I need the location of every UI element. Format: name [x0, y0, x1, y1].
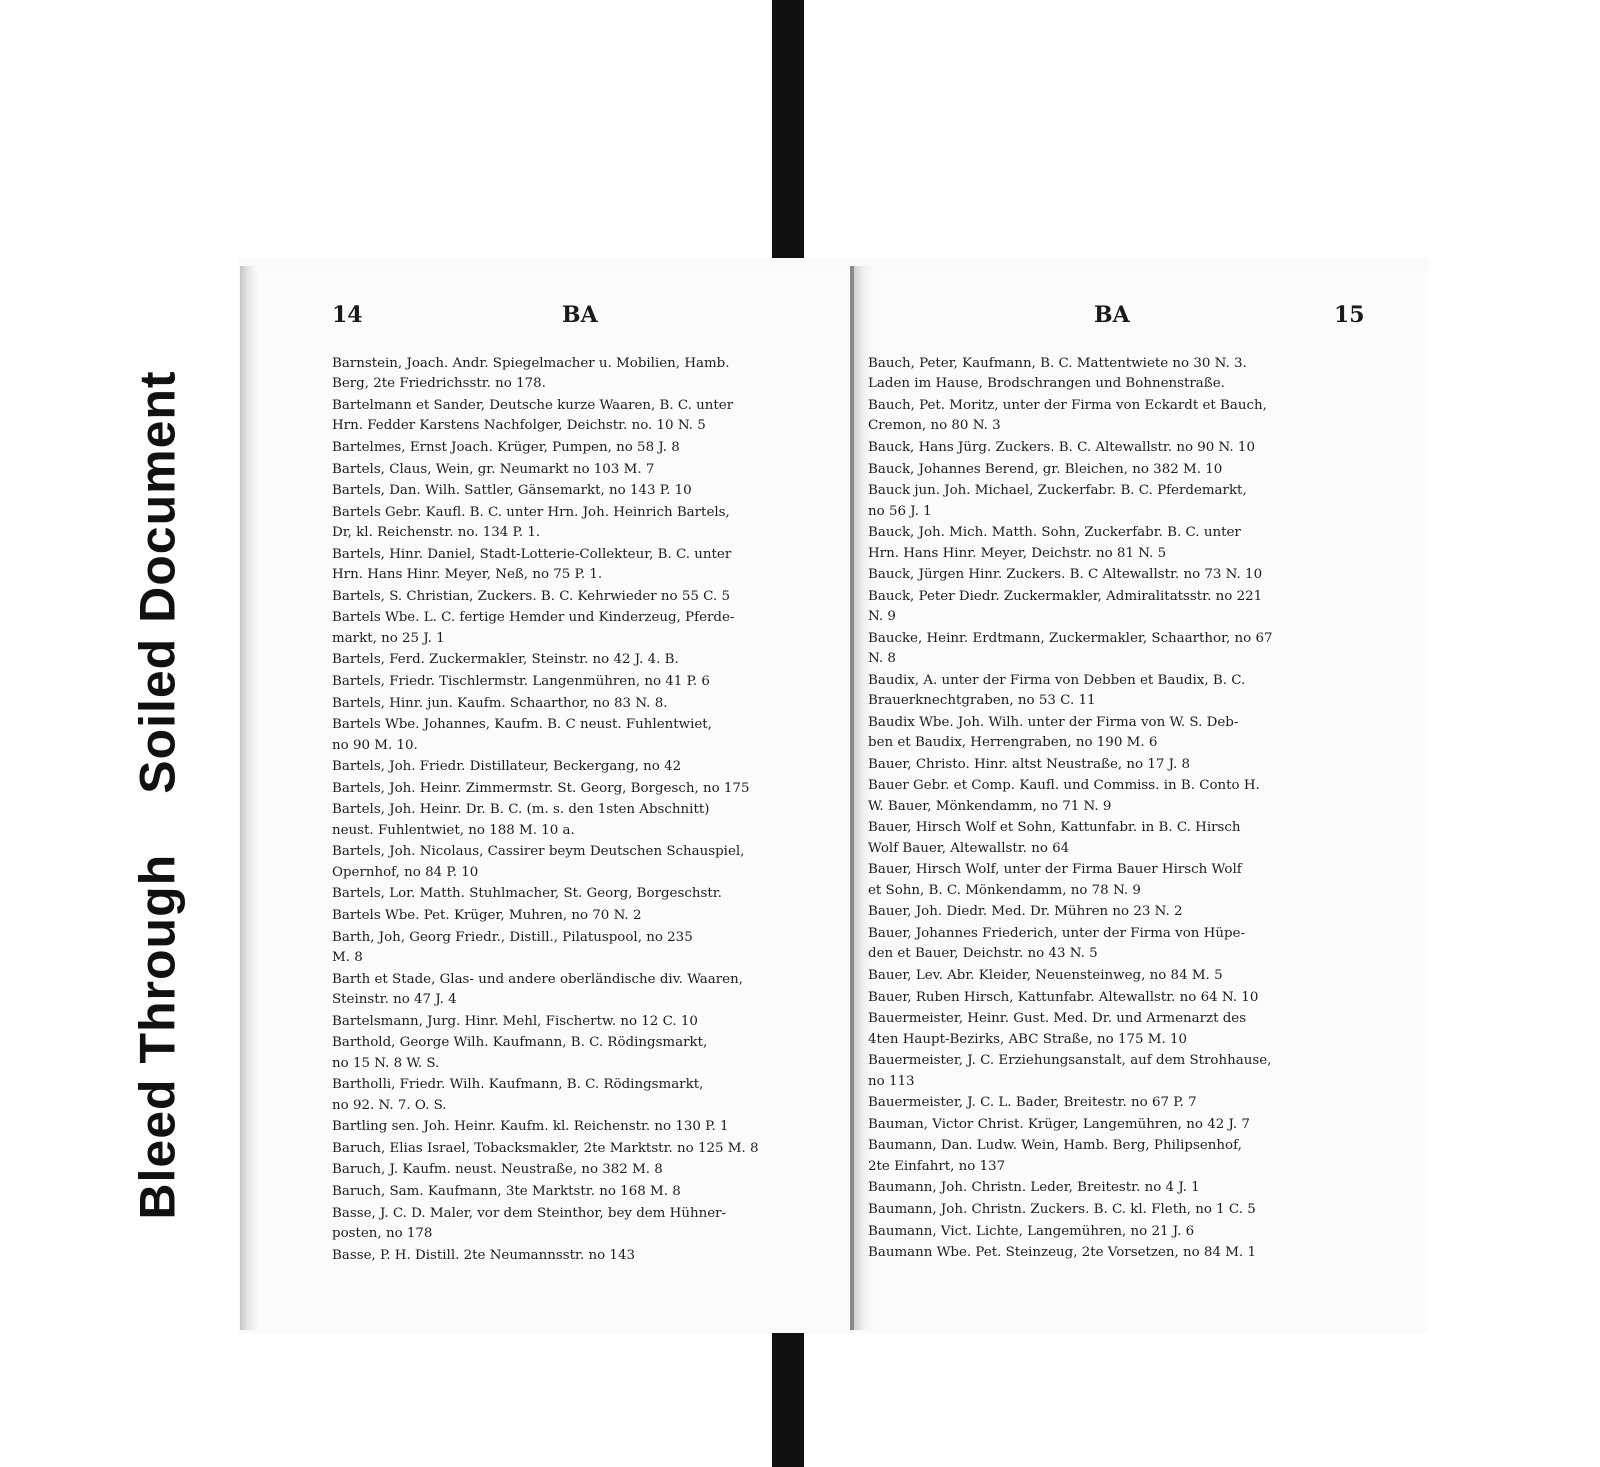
right-page-number: 15	[1334, 302, 1365, 328]
directory-entry: Barnstein, Joach. Andr. Spiegelmacher u. Mobilien, Hamb. Berg, 2te Friedrichsstr. no 178.	[332, 356, 730, 392]
directory-entry: Barthold, George Wilh. Kaufmann, B. C. Rödingsmarkt, no 15 N. 8 W. S.	[332, 1035, 708, 1071]
directory-entry: Bartling sen. Joh. Heinr. Kaufm. kl. Reichenstr. no 130 P. 1	[332, 1119, 729, 1135]
directory-entry: Bartelmann et Sander, Deutsche kurze Waaren, B. C. unter Hrn. Fedder Karstens Nachfolger, Deichstr. no. 10 N. 5	[332, 398, 734, 434]
directory-entry: Bartels Wbe. Pet. Krüger, Muhren, no 70 N. 2	[332, 907, 642, 923]
directory-entry: Bauer, Lev. Abr. Kleider, Neuensteinweg, no 84 M. 5	[868, 967, 1223, 983]
directory-entry: Baumann, Joh. Christn. Leder, Breitestr. no 4 J. 1	[868, 1180, 1200, 1196]
right-entry-list	[868, 354, 1378, 1264]
directory-entry: Baruch, Elias Israel, Tobacksmakler, 2te Marktstr. no 125 M. 8	[332, 1140, 759, 1156]
directory-entry: Basse, J. C. D. Maler, vor dem Steinthor, bey dem Hühner- posten, no 178	[332, 1205, 727, 1241]
directory-entry: Baumann, Dan. Ludw. Wein, Hamb. Berg, Philipsenhof, 2te Einfahrt, no 137	[868, 1138, 1242, 1174]
directory-entry: Bauch, Pet. Moritz, unter der Firma von Eckardt et Bauch, Cremon, no 80 N. 3	[868, 398, 1267, 434]
right-column-head: BA	[1094, 302, 1130, 328]
directory-entry: Baruch, J. Kaufm. neust. Neustraße, no 382 M. 8	[332, 1162, 663, 1178]
binding-strip-bottom	[772, 1330, 804, 1467]
directory-entry: Bauer Gebr. et Comp. Kaufl. und Commiss. in B. Conto H. W. Bauer, Mönkendamm, no 71 N. 9	[868, 778, 1260, 814]
right-page	[854, 266, 1426, 1330]
directory-entry: Basse, P. H. Distill. 2te Neumannsstr. no 143	[332, 1247, 635, 1263]
directory-entry: Bartels, Joh. Nicolaus, Cassirer beym Deutschen Schauspiel, Opernhof, no 84 P. 10	[332, 844, 745, 880]
document-label-text	[129, 370, 187, 1219]
directory-entry: Bauer, Christo. Hinr. altst Neustraße, no 17 J. 8	[868, 756, 1191, 772]
directory-entry: Bauer, Hirsch Wolf et Sohn, Kattunfabr. in B. C. Hirsch Wolf Bauer, Altewallstr. no 64	[868, 820, 1241, 856]
directory-entry: Bartels, Joh. Heinr. Dr. B. C. (m. s. den 1sten Abschnitt) neust. Fuhlentwiet, no 188 M. 10 a.	[332, 802, 710, 838]
directory-entry: Bartels Gebr. Kaufl. B. C. unter Hrn. Joh. Heinrich Bartels, Dr, kl. Reichenstr. no. 134 P. 1.	[332, 504, 730, 541]
directory-entry: Bartels Wbe. Johannes, Kaufm. B. C neust. Fuhlentwiet, no 90 M. 10.	[332, 717, 712, 753]
directory-entry: Bauck, Joh. Mich. Matth. Sohn, Zuckerfabr. B. C. unter Hrn. Hans Hinr. Meyer, Deichstr. no 81 N. 5	[868, 525, 1241, 561]
left-page-number: 14	[332, 302, 363, 328]
directory-entry: Bartholli, Friedr. Wilh. Kaufmann, B. C. Rödingsmarkt, no 92. N. 7. O. S.	[332, 1077, 704, 1113]
directory-entry: Baucke, Heinr. Erdtmann, Zuckermakler, Schaarthor, no 67 N. 8	[868, 630, 1273, 667]
directory-entry: Bauch, Peter, Kaufmann, B. C. Mattentwiete no 30 N. 3. Laden im Hause, Brodschrangen und Bohnenstraße.	[868, 356, 1247, 392]
directory-entry: Bauermeister, Heinr. Gust. Med. Dr. und Armenarzt des 4ten Haupt-Bezirks, ABC Straße, no 175 M. 10	[868, 1011, 1247, 1047]
directory-entry: Baumann Wbe. Pet. Steinzeug, 2te Vorsetzen, no 84 M. 1	[868, 1245, 1256, 1261]
directory-entry: Bauermeister, J. C. Erziehungsanstalt, auf dem Strohhause, no 113	[868, 1053, 1272, 1089]
left-page	[240, 266, 852, 1330]
directory-entry: Baudix, A. unter der Firma von Debben et Baudix, B. C. Brauerknechtgraben, no 53 C. 11	[868, 672, 1246, 709]
directory-entry: Bauck, Hans Jürg. Zuckers. B. C. Altewallstr. no 90 N. 10	[868, 440, 1255, 455]
directory-entry: Baruch, Sam. Kaufmann, 3te Marktstr. no 168 M. 8	[332, 1183, 681, 1199]
directory-entry: Bartels, Dan. Wilh. Sattler, Gänsemarkt, no 143 P. 10	[332, 483, 692, 499]
directory-entry: Bartelmes, Ernst Joach. Krüger, Pumpen, no 58 J. 8	[332, 440, 680, 455]
directory-entry: Bauck, Johannes Berend, gr. Bleichen, no 382 M. 10	[868, 461, 1223, 477]
label-bleed-through: Bleed Through	[130, 853, 187, 1220]
directory-entry: Bartels, S. Christian, Zuckers. B. C. Kehrwieder no 55 C. 5	[332, 588, 730, 604]
left-column-head: BA	[562, 302, 598, 328]
directory-entry: Baumann, Joh. Christn. Zuckers. B. C. kl. Fleth, no 1 C. 5	[868, 1201, 1256, 1217]
directory-entry: Bauck, Jürgen Hinr. Zuckers. B. C Altewallstr. no 73 N. 10	[868, 567, 1263, 583]
directory-entry: Barth et Stade, Glas- und andere oberländische div. Waaren, Steinstr. no 47 J. 4	[332, 971, 743, 1007]
directory-entry: Bartels, Claus, Wein, gr. Neumarkt no 103 M. 7	[332, 461, 655, 477]
directory-entry: Bauck jun. Joh. Michael, Zuckerfabr. B. C. Pferdemarkt, no 56 J. 1	[868, 483, 1247, 519]
directory-entry: Bartelsmann, Jurg. Hinr. Mehl, Fischertw. no 12 C. 10	[332, 1013, 698, 1029]
directory-entry: Bauermeister, J. C. L. Bader, Breitestr. no 67 P. 7	[868, 1095, 1197, 1111]
directory-entry: Bauck, Peter Diedr. Zuckermakler, Admiralitatsstr. no 221 N. 9	[868, 588, 1263, 625]
directory-entry: Bartels, Hinr. Daniel, Stadt-Lotterie-Collekteur, B. C. unter Hrn. Hans Hinr. Meyer, Neß, no 75 P. 1.	[332, 546, 732, 583]
directory-entry: Bauer, Ruben Hirsch, Kattunfabr. Altewallstr. no 64 N. 10	[868, 989, 1259, 1005]
binding-strip-top	[772, 0, 804, 266]
directory-entry: Bartels, Lor. Matth. Stuhlmacher, St. Georg, Borgeschstr.	[332, 886, 722, 902]
directory-entry: Baumann, Vict. Lichte, Langemühren, no 21 J. 6	[868, 1223, 1195, 1239]
document-label	[118, 290, 198, 1300]
directory-entry: Bartels, Friedr. Tischlermstr. Langenmühren, no 41 P. 6	[332, 673, 710, 689]
label-soiled-document: Soiled Document	[130, 370, 187, 794]
directory-entry: Bauer, Johannes Friederich, unter der Firma von Hüpe- den et Bauer, Deichstr. no 43 N. 5	[868, 925, 1245, 962]
directory-entry: Bartels, Joh. Heinr. Zimmermstr. St. Georg, Borgesch, no 175	[332, 780, 750, 796]
directory-entry: Bartels Wbe. L. C. fertige Hemder und Kinderzeug, Pferde- markt, no 25 J. 1	[332, 610, 735, 646]
directory-entry: Bartels, Joh. Friedr. Distillateur, Beckergang, no 42	[332, 759, 682, 775]
directory-entry: Bartels, Ferd. Zuckermakler, Steinstr. no 42 J. 4. B.	[332, 652, 679, 668]
left-entry-list	[332, 354, 822, 1266]
directory-entry: Bauer, Joh. Diedr. Med. Dr. Mühren no 23 N. 2	[868, 904, 1183, 920]
directory-entry: Barth, Joh, Georg Friedr., Distill., Pilatuspool, no 235 M. 8	[332, 929, 693, 965]
directory-entry: Bauman, Victor Christ. Krüger, Langemühren, no 42 J. 7	[868, 1116, 1250, 1132]
directory-entry: Baudix Wbe. Joh. Wilh. unter der Firma von W. S. Deb- ben et Baudix, Herrengraben, no 190 M. 6	[868, 714, 1239, 751]
directory-entry: Bauer, Hirsch Wolf, unter der Firma Bauer Hirsch Wolf et Sohn, B. C. Mönkendamm, no 78 N. 9	[868, 862, 1242, 898]
directory-entry: Bartels, Hinr. jun. Kaufm. Schaarthor, no 83 N. 8.	[332, 695, 668, 711]
